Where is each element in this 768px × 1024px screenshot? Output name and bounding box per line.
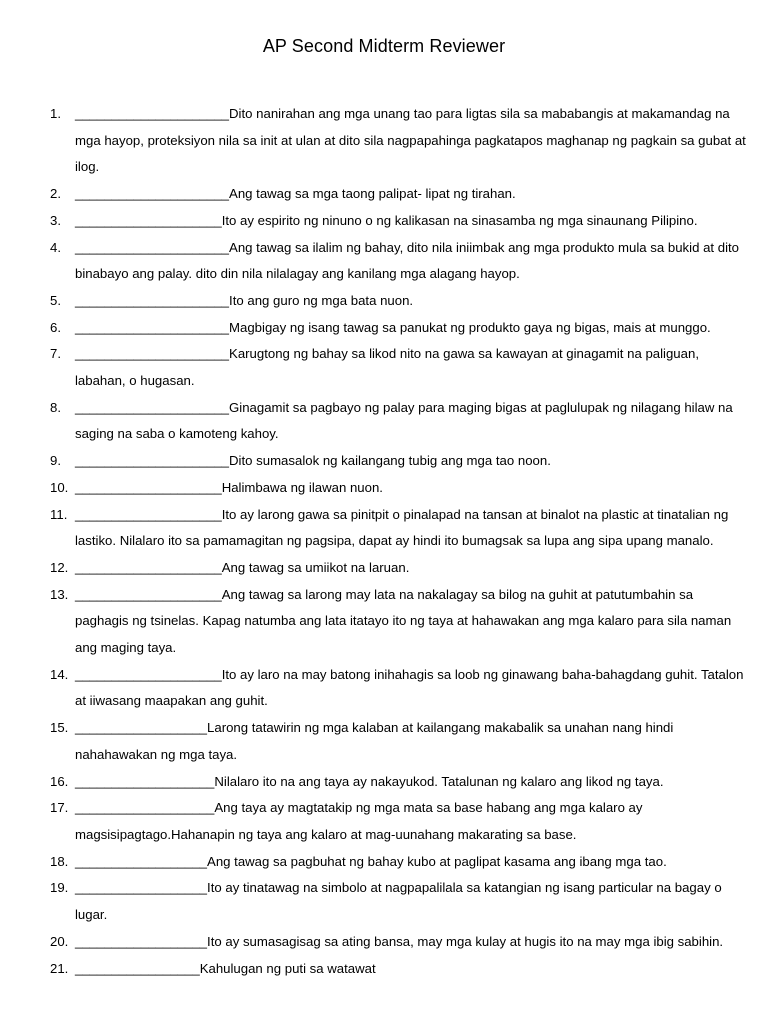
question-item — [0, 582, 768, 662]
question-text: Ang tawag sa larong may lata na nakalagay sa bilog na guhit at patutumbahin sa paghagis ng tsinelas. Kapag natumba ang lata itatayo ito ng taya at hahawakan ang mga kalaro para sila naman ang maging taya. — [75, 586, 732, 656]
answer-blank: _____________________ — [75, 186, 230, 202]
question-text: Ang tawag sa mga taong palipat- lipat ng tirahan. — [229, 186, 516, 202]
question-text: Kahulugan ng puti sa watawat — [199, 960, 376, 976]
answer-blank: __________________ — [75, 720, 208, 736]
question-item — [0, 715, 768, 768]
question-item — [0, 956, 768, 983]
question-number: 20. — [50, 933, 69, 949]
question-item — [0, 875, 768, 928]
question-number: 19. — [50, 880, 69, 896]
answer-blank: _____________________ — [75, 346, 230, 362]
question-item — [0, 769, 768, 796]
answer-blank: __________________ — [75, 880, 208, 896]
question-text: Ang tawag sa pagbuhat ng bahay kubo at paglipat kasama ang ibang mga tao. — [207, 853, 667, 869]
page-title: AP Second Midterm Reviewer — [262, 36, 506, 56]
question-number: 3. — [50, 212, 61, 228]
question-number: 16. — [50, 773, 69, 789]
question-number: 18. — [50, 853, 69, 869]
answer-blank: __________________ — [75, 933, 208, 949]
question-number: 11. — [50, 506, 68, 522]
question-number: 6. — [50, 319, 61, 335]
question-number: 10. — [50, 479, 69, 495]
question-item — [0, 395, 768, 448]
question-item — [0, 849, 768, 876]
question-number: 17. — [50, 800, 69, 816]
question-number: 2. — [50, 186, 61, 202]
question-number: 21. — [50, 960, 69, 976]
question-text: Ito ay sumasagisag sa ating bansa, may mga kulay at hugis ito na may mga ibig sabihin. — [207, 933, 724, 949]
answer-blank: ____________________ — [75, 586, 222, 602]
answer-blank: ___________________ — [75, 800, 215, 816]
answer-blank: _____________________ — [75, 239, 230, 255]
question-item — [0, 208, 768, 235]
answer-blank: ____________________ — [75, 506, 222, 522]
answer-blank: _________________ — [75, 960, 200, 976]
answer-blank: ____________________ — [75, 479, 222, 495]
question-number: 14. — [50, 666, 69, 682]
question-item — [0, 929, 768, 956]
question-text: Dito nanirahan ang mga unang tao para ligtas sila sa mababangis at makamandag na mga hayop, proteksiyon nila sa init at ulan at dito sila nagpapahinga pagkatapos maghanap ng pagkain sa gubat at ilog. — [75, 106, 746, 175]
question-item — [0, 502, 768, 555]
question-item — [0, 315, 768, 342]
question-item — [0, 101, 768, 181]
question-text: Halimbawa ng ilawan nuon. — [221, 479, 383, 495]
question-item — [0, 555, 768, 582]
answer-blank: ___________________ — [75, 773, 215, 789]
question-text: Dito sumasalok ng kailangang tubig ang mga tao noon. — [229, 453, 551, 469]
answer-blank: ____________________ — [75, 212, 222, 228]
question-text: Ginagamit sa pagbayo ng palay para maging bigas at paglulupak ng nilagang hilaw na saging na saba o kamoteng kahoy. — [75, 399, 733, 442]
question-text: Ito ay laro na may batong inihahagis sa loob ng ginawang baha-bahagdang guhit. Tatalon at iiwasang maapakan ang guhit. — [75, 666, 744, 709]
answer-blank: ____________________ — [75, 559, 222, 575]
question-text: Nilalaro ito na ang taya ay nakayukod. Tatalunan ng kalaro ang likod ng taya. — [214, 773, 664, 789]
question-number: 5. — [50, 292, 61, 308]
question-number: 7. — [50, 346, 61, 362]
question-number: 4. — [50, 239, 61, 255]
answer-blank: _____________________ — [75, 292, 230, 308]
question-text: Magbigay ng isang tawag sa panukat ng produkto gaya ng bigas, mais at munggo. — [229, 319, 711, 335]
question-item — [0, 795, 768, 848]
answer-blank: _____________________ — [75, 106, 230, 121]
question-item — [0, 181, 768, 208]
answer-blank: ____________________ — [75, 666, 222, 682]
answer-blank: __________________ — [75, 853, 208, 869]
question-number: 12. — [50, 559, 69, 575]
question-number: 9. — [50, 453, 61, 469]
reviewer-question-list — [0, 101, 768, 982]
question-text: Ang tawag sa umiikot na laruan. — [221, 559, 410, 575]
question-text: Ang taya ay magtatakip ng mga mata sa base habang ang mga kalaro ay magsisipagtago.Hahanapin ng taya ang kalaro at mag-uunahang makarating sa base. — [75, 800, 643, 842]
question-item — [0, 341, 768, 394]
question-item — [0, 448, 768, 475]
question-text: Ito ay tinatawag na simbolo at nagpapalilala sa katangian ng isang particular na bagay o lugar. — [75, 880, 722, 923]
question-number: 15. — [50, 720, 69, 736]
answer-blank: _____________________ — [75, 319, 230, 335]
answer-blank: _____________________ — [75, 453, 230, 469]
question-text: Ito ang guro ng mga bata nuon. — [229, 292, 414, 308]
question-number: 13. — [50, 586, 69, 602]
question-text: Ang tawag sa ilalim ng bahay, dito nila iniimbak ang mga produkto mula sa bukid at dito binabayo ang palay. dito din nila nilalagay ang kanilang mga alagang hayop. — [75, 239, 739, 282]
question-number: 8. — [50, 399, 61, 415]
question-text: Ito ay espirito ng ninuno o ng kalikasan na sinasamba ng mga sinaunang Pilipino. — [221, 212, 698, 228]
answer-blank: _____________________ — [75, 399, 230, 415]
question-item — [0, 235, 768, 288]
question-item — [0, 288, 768, 315]
question-number: 1. — [50, 106, 61, 121]
question-text: Karugtong ng bahay sa likod nito na gawa sa kawayan at ginagamit na paliguan, labahan, o hugasan. — [75, 346, 699, 389]
question-text: Ito ay larong gawa sa pinitpit o pinalapad na tansan at binalot na plastic at tinatalian ng lastiko. Nilalaro ito sa pamamagitan ng pagsipa, dapat ay hindi ito bumagsak sa lupa ang sipa upang manalo. — [75, 506, 729, 549]
question-item — [0, 475, 768, 502]
question-item — [0, 662, 768, 715]
question-text: Larong tatawirin ng mga kalaban at kailangang makabalik sa unahan nang hindi nahahawakan ng mga taya. — [75, 720, 674, 762]
